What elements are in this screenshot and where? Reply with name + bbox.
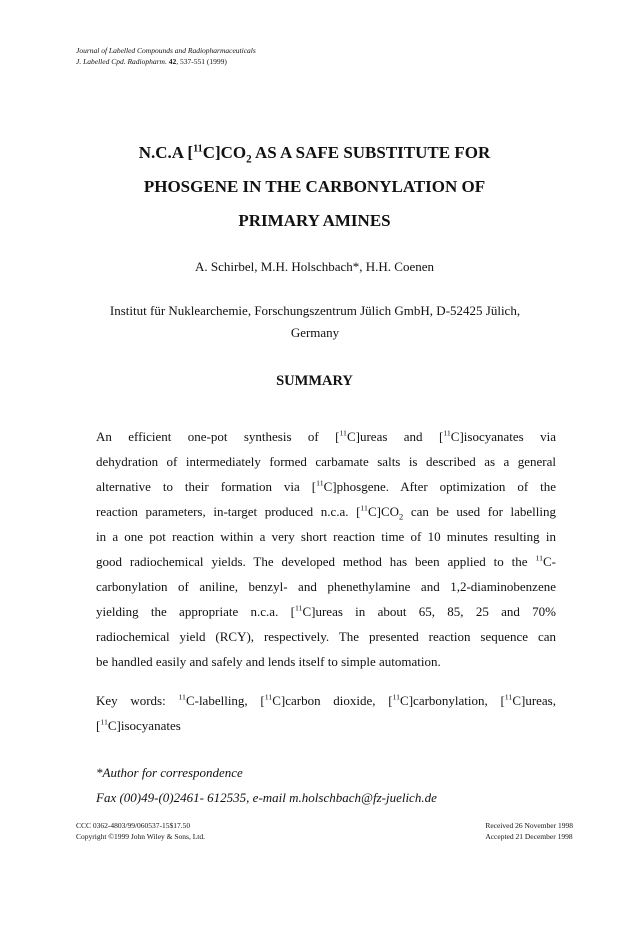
superscript: 11 — [264, 692, 273, 702]
text-run: yielding the appropriate n.c.a. [ — [96, 604, 295, 619]
title-part: N.C.A [ — [138, 143, 194, 162]
superscript: 11 — [360, 503, 368, 513]
superscript: 11 — [294, 603, 303, 613]
text-run: reaction parameters, in-target produced n.c.a. [ — [96, 504, 361, 519]
copyright-line: Copyright ©1999 John Wiley & Sons, Ltd. — [76, 832, 206, 841]
summary-heading: SUMMARY — [276, 373, 353, 389]
text-run: C]isocyanates via — [450, 429, 556, 444]
affiliation — [80, 300, 550, 344]
text-run: C]CO — [367, 504, 399, 519]
title-line-2: PHOSGENE IN THE CARBONYLATION OF — [143, 177, 486, 196]
summary-line: carbonylation of aniline, benzyl- and phenethylamine and 1,2-diaminobenzene — [96, 579, 556, 594]
subscript: 2 — [399, 511, 404, 522]
paper-title — [0, 136, 629, 238]
accepted-date: Accepted 21 December 1998 — [485, 832, 573, 841]
correspondence-note: *Author for correspondence — [96, 765, 243, 780]
text-run: can be used for labelling — [403, 504, 556, 519]
summary-line — [96, 599, 556, 624]
ccc-code: CCC 0362-4803/99/060537-15$17.50 — [76, 821, 191, 830]
keywords — [96, 688, 556, 738]
title-line-1 — [0, 136, 629, 170]
text-run: C]carbonylation, [ — [400, 693, 505, 708]
journal-header — [76, 45, 256, 67]
text-run: [ — [96, 718, 101, 733]
journal-name: Journal of Labelled Compounds and Radiopharmaceuticals — [76, 46, 256, 55]
summary-line: radiochemical yield (RCY), respectively. The presented reaction sequence can — [96, 629, 556, 644]
affiliation-line-1: Institut für Nuklearchemie, Forschungszentrum Jülich GmbH, D-52425 Jülich, — [109, 303, 521, 318]
summary-line: be handled easily and safely and lends itself to simple automation. — [96, 654, 441, 669]
citation-pages: , 537-551 (1999) — [176, 57, 227, 66]
text-run: An efficient one-pot synthesis of [ — [96, 429, 340, 444]
journal-citation — [76, 56, 256, 67]
text-run: C]carbon dioxide, [ — [272, 693, 393, 708]
superscript: 11 — [100, 717, 108, 727]
citation-prefix: J. Labelled Cpd. Radiopharm. — [76, 57, 167, 66]
text-run: alternative to their formation via [ — [96, 479, 317, 494]
text-run: Key words: — [96, 693, 179, 708]
title-line-3: PRIMARY AMINES — [238, 211, 391, 230]
footer-dates — [485, 820, 573, 842]
correspondence — [96, 760, 437, 810]
superscript: 11 — [178, 692, 186, 702]
text-run: C]phosgene. After optimization of the — [323, 479, 557, 494]
text-run: C]isocyanates — [107, 718, 181, 733]
title-superscript: 11 — [193, 143, 203, 155]
superscript: 11 — [316, 478, 324, 488]
superscript: 11 — [504, 692, 513, 702]
summary-line — [96, 549, 556, 574]
summary-line — [96, 474, 556, 499]
correspondence-contact: Fax (00)49-(0)2461- 612535, e-mail m.holschbach@fz-juelich.de — [96, 790, 437, 805]
summary-line — [96, 499, 556, 524]
author-list: A. Schirbel, M.H. Holschbach*, H.H. Coenen — [194, 259, 434, 274]
summary-body — [96, 424, 556, 674]
text-run: C- — [543, 554, 556, 569]
keywords-line — [96, 713, 556, 738]
text-run: C]ureas, — [512, 693, 556, 708]
text-run: C]ureas and [ — [346, 429, 444, 444]
text-run: C-labelling, [ — [185, 693, 265, 708]
keywords-line — [96, 688, 556, 713]
summary-line: in a one pot reaction within a very short reaction time of 10 minutes resulting in — [96, 529, 556, 544]
title-subscript: 2 — [246, 153, 252, 166]
citation-volume: 42 — [168, 57, 177, 66]
superscript: 11 — [443, 428, 451, 438]
affiliation-line-2: Germany — [290, 325, 340, 340]
superscript: 11 — [392, 692, 401, 702]
superscript: 11 — [339, 428, 347, 438]
title-part: AS A SAFE SUBSTITUTE FOR — [251, 143, 491, 162]
received-date: Received 26 November 1998 — [485, 821, 573, 830]
superscript: 11 — [535, 553, 543, 563]
summary-line — [96, 424, 556, 449]
summary-line: dehydration of intermediately formed carbamate salts is described as a general — [96, 454, 556, 469]
title-part: C]CO — [202, 143, 247, 162]
footer-copyright — [76, 820, 205, 842]
text-run: good radiochemical yields. The developed method has been applied to the — [96, 554, 536, 569]
text-run: C]ureas in about 65, 85, 25 and 70% — [302, 604, 556, 619]
